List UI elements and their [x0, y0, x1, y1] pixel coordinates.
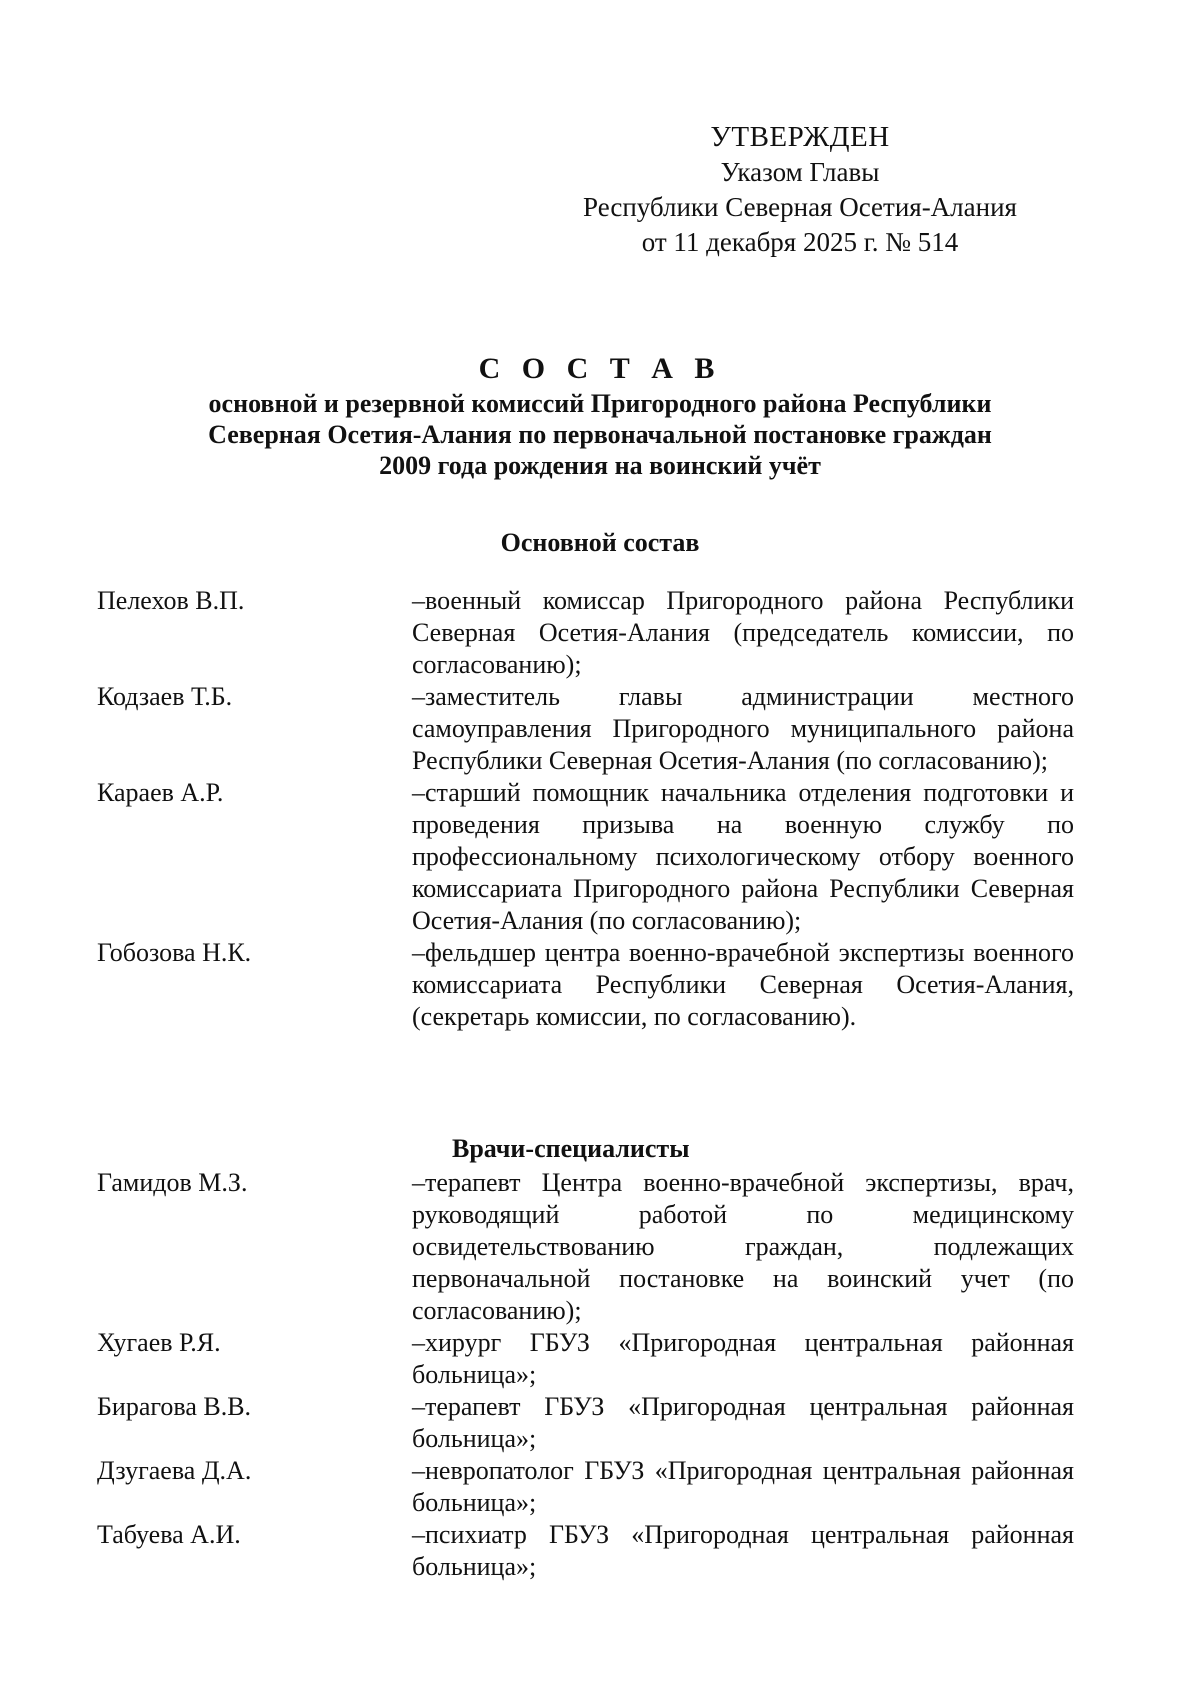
member-role: –психиатр ГБУЗ «Пригородная центральная районная больница»; [412, 1520, 1074, 1581]
member-row [0, 585, 1200, 681]
approval-authority: Указом Главы [720, 157, 880, 187]
approval-heading: УТВЕРЖДЕН [710, 121, 890, 153]
document-subtitle-line-1: основной и резервной комиссий Пригородного района Республики [208, 389, 992, 418]
member-role: –старший помощник начальника отделения подготовки и проведения призыва на военную службу по профессиональному психологическому отбору военного комиссариата Пригородного района Республики Северная Осетия-Алания (по согласованию); [412, 778, 1074, 935]
member-role: –военный комиссар Пригородного района Республики Северная Осетия-Алания (председатель комиссии, по согласованию); [412, 586, 1074, 679]
member-role: –терапевт Центра военно-врачебной экспертизы, врач, руководящий работой по медицинскому освидетельствованию граждан, подлежащих первоначальной постановке на воинский учет (по согласованию); [412, 1168, 1074, 1325]
main-section-heading: Основной состав [500, 528, 700, 557]
approval-republic: Республики Северная Осетия-Алания [583, 192, 1017, 222]
main-members-list [0, 585, 1200, 1033]
member-role: –фельдшер центра военно-врачебной экспертизы военного комиссариата Республики Северная Осетия-Алания, (секретарь комиссии, по согласованию). [412, 938, 1074, 1031]
member-name: Кодзаев Т.Б. [97, 682, 233, 711]
member-role: –заместитель главы администрации местного самоуправления Пригородного муниципального района Республики Северная Осетия-Алания (по согласованию); [412, 682, 1074, 775]
member-name: Дзугаева Д.А. [97, 1456, 252, 1485]
doctors-members-list [0, 1167, 1200, 1583]
approval-date-number: от 11 декабря 2025 г. № 514 [641, 227, 959, 257]
member-row [0, 1519, 1200, 1583]
member-name: Табуева А.И. [97, 1520, 241, 1549]
member-role: –невропатолог ГБУЗ «Пригородная центральная районная больница»; [412, 1456, 1074, 1517]
member-row [0, 1167, 1200, 1327]
member-row [0, 681, 1200, 777]
member-role: –терапевт ГБУЗ «Пригородная центральная районная больница»; [412, 1392, 1074, 1453]
document-subtitle-line-3: 2009 года рождения на воинский учёт [379, 451, 821, 480]
member-role: –хирург ГБУЗ «Пригородная центральная районная больница»; [412, 1328, 1074, 1389]
member-row [0, 1327, 1200, 1391]
member-row [0, 1391, 1200, 1455]
member-name: Караев А.Р. [97, 778, 224, 807]
document-title: С О С Т А В [478, 352, 722, 385]
member-row [0, 937, 1200, 1033]
member-row [0, 777, 1200, 937]
approval-stamp [560, 120, 1040, 260]
member-name: Гобозова Н.К. [97, 938, 252, 967]
document-title-block [100, 350, 1100, 481]
doctors-section-heading: Врачи-специалисты [452, 1134, 690, 1163]
member-name: Бирагова В.В. [97, 1392, 252, 1421]
member-name: Пелехов В.П. [97, 586, 245, 615]
member-row [0, 1455, 1200, 1519]
document-subtitle-line-2: Северная Осетия-Алания по первоначальной постановке граждан [208, 420, 992, 449]
member-name: Гамидов М.З. [97, 1168, 248, 1197]
member-name: Хугаев Р.Я. [97, 1328, 221, 1357]
